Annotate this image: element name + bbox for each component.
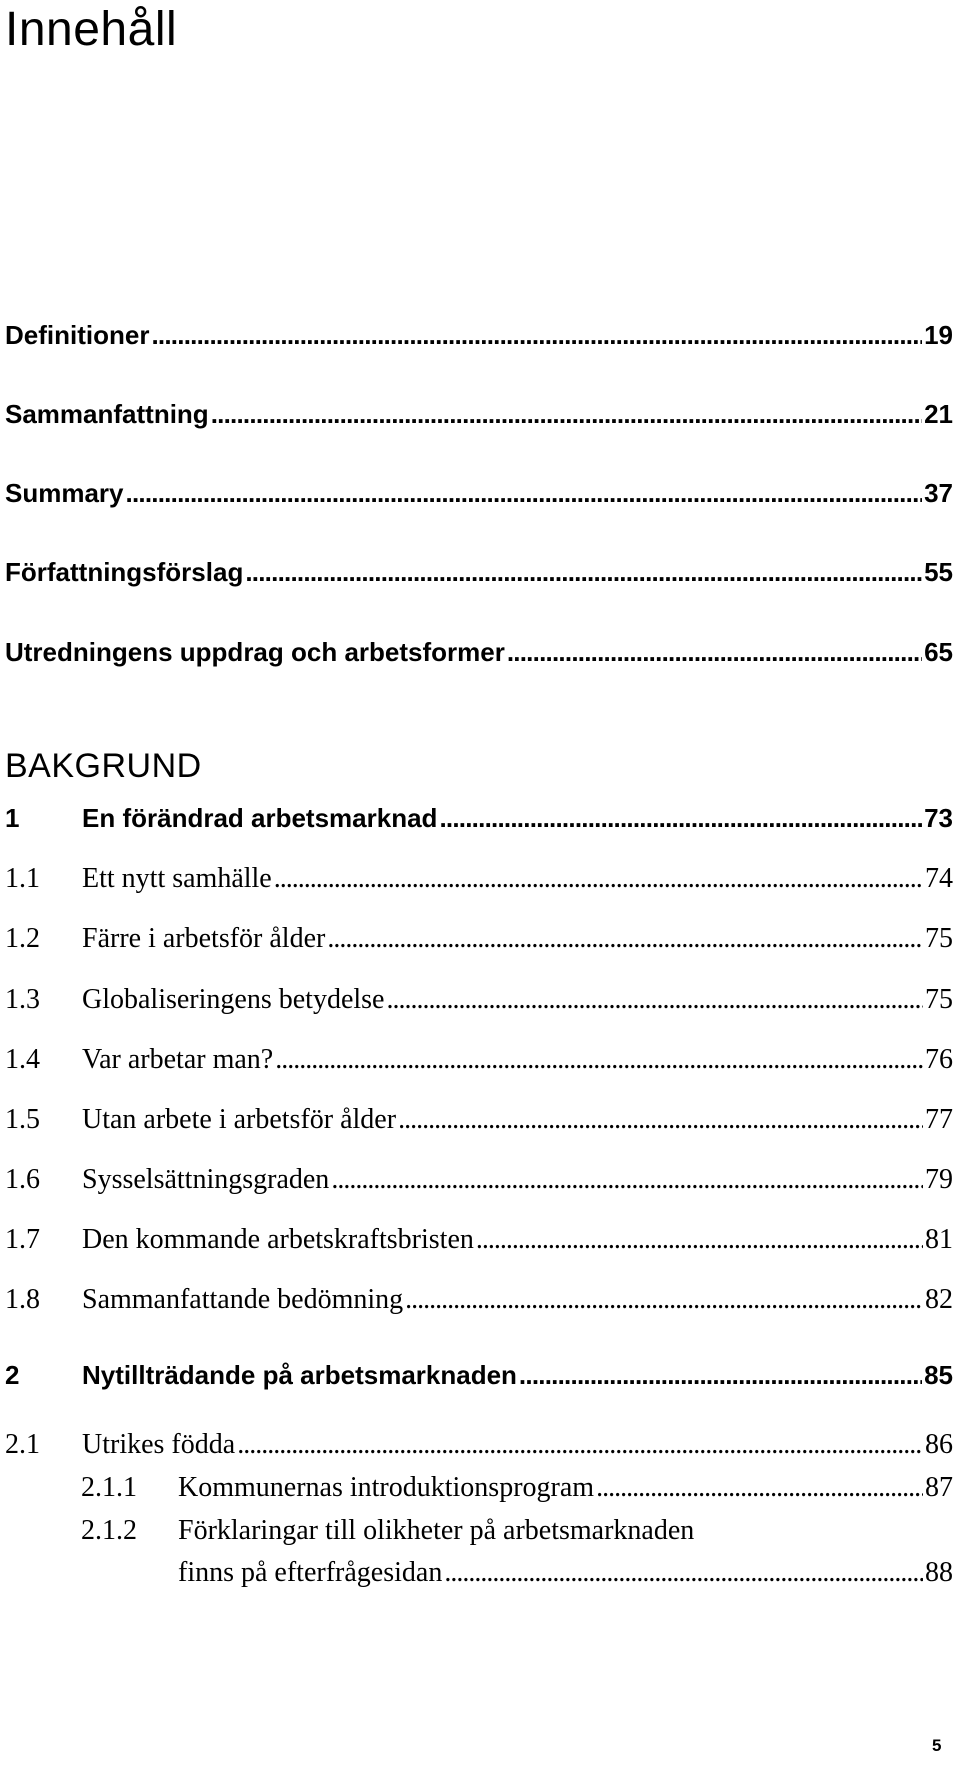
toc-leader-dots — [439, 802, 922, 834]
toc-section-1-3[interactable] — [5, 983, 953, 1017]
toc-section-1-7[interactable] — [5, 1223, 953, 1257]
toc-entry-label: Var arbetar man? — [82, 1044, 274, 1075]
toc-entry-page: 73 — [924, 803, 953, 833]
toc-entry-utredningens-uppdrag[interactable] — [5, 636, 953, 668]
toc-entry-label: Utrikes födda — [82, 1429, 236, 1460]
toc-entry-page: 55 — [924, 557, 953, 587]
toc-subsection-number: 2.1.1 — [81, 1472, 137, 1503]
toc-entry-page: 86 — [925, 1429, 953, 1460]
toc-leader-dots — [405, 1283, 923, 1317]
section-heading: BAKGRUND — [5, 747, 202, 785]
toc-entry-label: Sysselsättningsgraden — [82, 1164, 330, 1195]
toc-entry-label: Summary — [5, 478, 124, 508]
toc-entry-label: Nytillträdande på arbetsmarknaden — [82, 1360, 517, 1390]
toc-leader-dots — [331, 1163, 923, 1197]
toc-entry-label: Författningsförslag — [5, 557, 244, 587]
toc-leader-dots — [275, 1043, 923, 1077]
toc-entry-page: 75 — [925, 984, 953, 1015]
toc-section-number: 1.1 — [5, 863, 40, 894]
toc-entry-page: 81 — [925, 1224, 953, 1255]
toc-entry-label: Kommunernas introduktionsprogram — [178, 1472, 595, 1503]
page-number: 5 — [932, 1736, 942, 1755]
toc-entry-page: 21 — [924, 399, 953, 429]
toc-section-1-5[interactable] — [5, 1103, 953, 1137]
toc-chapter-2[interactable] — [5, 1359, 953, 1391]
toc-leader-dots — [476, 1223, 923, 1257]
toc-entry-page: 19 — [924, 320, 953, 350]
toc-subsection-2-1-2-cont[interactable] — [178, 1556, 953, 1590]
toc-subsection-number: 2.1.2 — [81, 1515, 137, 1546]
toc-entry-page: 37 — [924, 478, 953, 508]
toc-section-1-8[interactable] — [5, 1283, 953, 1317]
toc-entry-label: Sammanfattning — [5, 399, 209, 429]
page-title: Innehåll — [5, 3, 178, 56]
toc-leader-dots — [327, 922, 923, 956]
toc-section-number: 1.5 — [5, 1104, 40, 1135]
toc-leader-dots — [274, 862, 923, 896]
toc-entry-forfattningsforslag[interactable] — [5, 556, 953, 588]
toc-leader-dots — [237, 1428, 923, 1462]
toc-subsection-2-1-1[interactable] — [81, 1471, 953, 1505]
toc-entry-summary[interactable] — [5, 477, 953, 509]
toc-entry-page: 79 — [925, 1164, 953, 1195]
toc-leader-dots — [126, 477, 923, 509]
toc-entry-sammanfattning[interactable] — [5, 398, 953, 430]
toc-entry-label: Utan arbete i arbetsför ålder — [82, 1104, 397, 1135]
toc-entry-label: Utredningens uppdrag och arbetsformer — [5, 637, 505, 667]
toc-entry-definitioner[interactable] — [5, 319, 953, 351]
toc-leader-dots — [151, 319, 922, 351]
toc-section-2-1[interactable] — [5, 1428, 953, 1462]
toc-entry-page: 77 — [925, 1104, 953, 1135]
toc-leader-dots — [211, 398, 922, 430]
toc-leader-dots — [245, 556, 922, 588]
toc-chapter-number: 1 — [5, 803, 20, 833]
toc-subsection-2-1-2[interactable] — [81, 1514, 953, 1548]
toc-entry-label: En förändrad arbetsmarknad — [82, 803, 438, 833]
toc-section-number: 1.4 — [5, 1044, 40, 1075]
toc-section-1-1[interactable] — [5, 862, 953, 896]
toc-entry-page: 75 — [925, 923, 953, 954]
toc-entry-label: Ett nytt samhälle — [82, 863, 272, 894]
toc-chapter-1[interactable] — [5, 802, 953, 834]
toc-section-number: 1.3 — [5, 984, 40, 1015]
toc-leader-dots — [519, 1359, 922, 1391]
toc-section-number: 2.1 — [5, 1429, 40, 1460]
toc-leader-dots — [507, 636, 922, 668]
toc-entry-label-line2: finns på efterfrågesidan — [178, 1557, 443, 1588]
toc-entry-page: 76 — [925, 1044, 953, 1075]
toc-leader-dots — [596, 1471, 923, 1505]
toc-chapter-number: 2 — [5, 1360, 20, 1390]
toc-leader-dots — [444, 1556, 923, 1590]
toc-entry-page: 82 — [925, 1284, 953, 1315]
toc-entry-page: 65 — [924, 637, 953, 667]
toc-entry-label: Den kommande arbetskraftsbristen — [82, 1224, 474, 1255]
toc-section-1-2[interactable] — [5, 922, 953, 956]
toc-entry-page: 85 — [924, 1360, 953, 1390]
toc-section-1-4[interactable] — [5, 1043, 953, 1077]
toc-entry-label-line1: Förklaringar till olikheter på arbetsmarknaden — [178, 1515, 695, 1546]
toc-section-number: 1.8 — [5, 1284, 40, 1315]
toc-entry-page: 74 — [925, 863, 953, 894]
toc-section-number: 1.6 — [5, 1164, 40, 1195]
toc-leader-dots — [386, 983, 923, 1017]
toc-section-number: 1.2 — [5, 923, 40, 954]
toc-entry-label: Globaliseringens betydelse — [82, 984, 385, 1015]
toc-entry-page: 87 — [925, 1472, 953, 1503]
toc-entry-label: Sammanfattande bedömning — [82, 1284, 404, 1315]
toc-section-number: 1.7 — [5, 1224, 40, 1255]
toc-leader-dots — [398, 1103, 923, 1137]
toc-section-1-6[interactable] — [5, 1163, 953, 1197]
toc-entry-page: 88 — [925, 1557, 953, 1588]
toc-entry-label: Färre i arbetsför ålder — [82, 923, 326, 954]
toc-entry-label: Definitioner — [5, 320, 150, 350]
